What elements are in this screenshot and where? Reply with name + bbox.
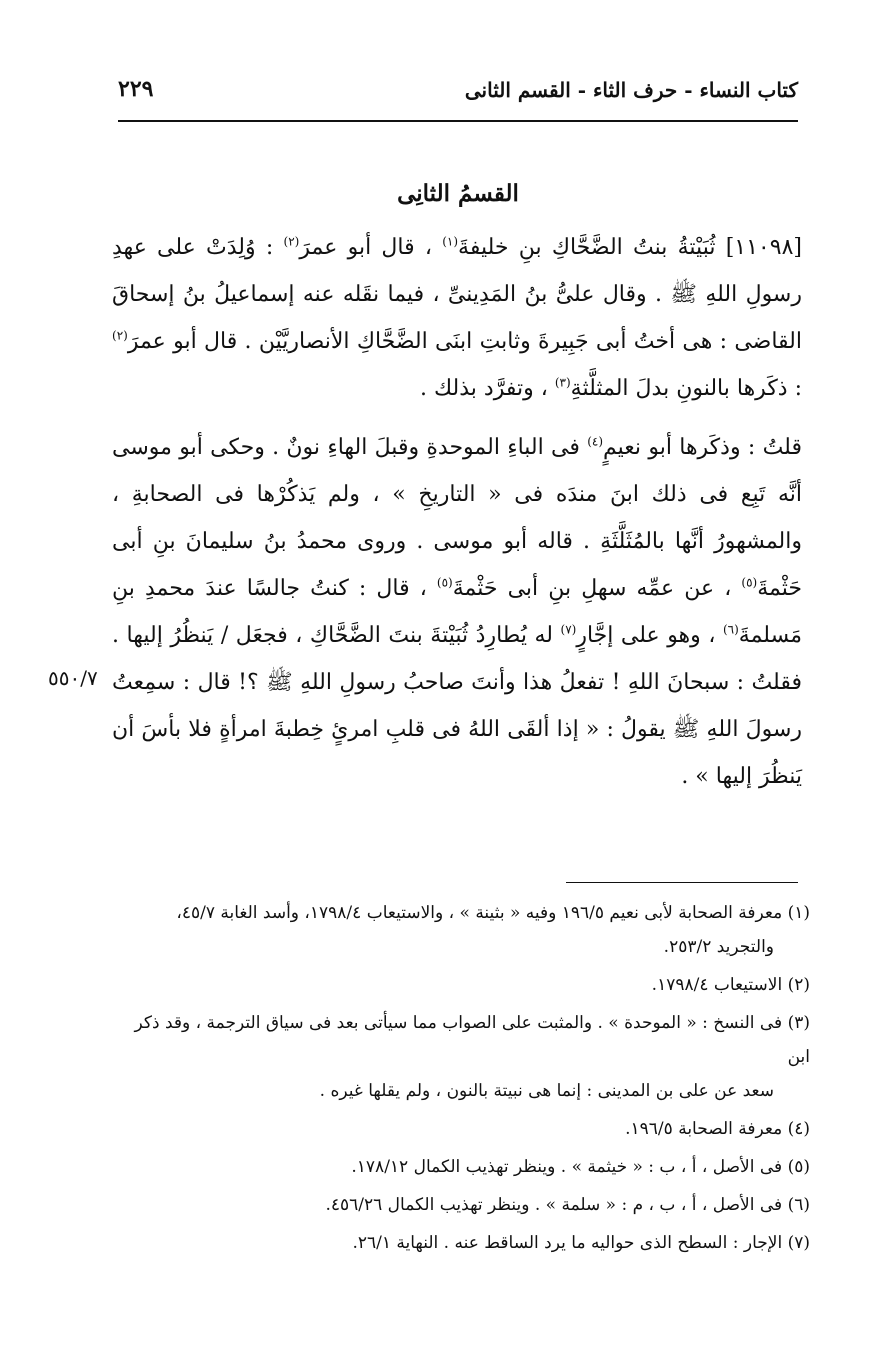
entry-body <box>112 224 802 800</box>
text-run: ، وهو على إجَّارٍ <box>576 623 723 648</box>
footnote-1 <box>112 896 810 964</box>
footnote-rule <box>566 882 798 883</box>
text-run: ، وتفرَّد بذلك . <box>420 376 555 401</box>
footnote-marker[interactable]: (٥) <box>436 575 453 590</box>
footnote-text: (٦) فى الأصل ، أ ، ب ، م : « سلمة » . وينظر تهذيب الكمال ٤٥٦/٢٦. <box>325 1195 810 1215</box>
text-run: [١١٠٩٨] ثُبَيْتةُ بنتُ الضَّحَّاكِ بنِ خليفةَ <box>458 235 802 260</box>
footnote-marker[interactable]: (٢) <box>283 234 300 249</box>
footnote-5 <box>112 1150 810 1184</box>
text-run: فى الباءِ الموحدةِ وقبلَ الهاءِ نونٌ . وحكى أبو موسى أنَّه تَبِع فى ذلك ابنَ مندَه فى « التاريخِ » ، ولم يَذكُرْها فى الصحابةِ ، والمشهورُ أنَّها بالمُثَلَّثَةِ . قاله أبو موسى . وروى محمدُ بنُ سليمانَ بنِ أبى حَثْمةَ <box>112 435 802 601</box>
text-run: له يُطارِدُ ثُبَيْتةَ بنتَ الضَّحَّاكِ ، فجعَل / يَنظُرُ إليها . فقلتُ : سبحانَ اللهِ ! تفعلُ هذا وأنتَ صاحبُ رسولِ اللهِ ﷺ ؟! قال : سمِعتُ رسولَ اللهِ ﷺ يقولُ : « إذا ألقَى اللهُ فى قلبِ امرئٍ خِطبةَ امرأةٍ فلا بأسَ أن يَنظُرَ إليها » . <box>112 623 802 789</box>
footnote-3 <box>112 1006 810 1108</box>
footnote-marker[interactable]: (٥) <box>741 575 758 590</box>
text-run: ، قال : كنتُ جالسًا عندَ محمدِ بنِ مَسلمةَ <box>112 576 802 648</box>
footnote-text: (٥) فى الأصل ، أ ، ب : « خيثمة » . وينظر تهذيب الكمال ١٧٨/١٢. <box>351 1157 810 1177</box>
footnote-marker[interactable]: (٢) <box>112 328 128 343</box>
footnote-text: (٤) معرفة الصحابة ١٩٦/٥. <box>625 1119 810 1139</box>
footnote-4 <box>112 1112 810 1146</box>
footnote-continuation: سعد عن على بن المدينى : إنما هى نبيتة بالنون ، ولم يقلها غيره . <box>319 1081 774 1101</box>
text-run: قلتُ : وذكَرها أبو نعيمٍ <box>603 435 802 460</box>
section-title: القسمُ الثانِى <box>397 180 519 207</box>
page-number: ٢٢٩ <box>118 76 154 102</box>
entry-paragraph-1 <box>112 224 802 412</box>
text-run: : ذكَرها بالنونِ بدلَ المثلَّثةِ <box>570 376 802 401</box>
footnote-6 <box>112 1188 810 1222</box>
footnote-text: (١) معرفة الصحابة لأبى نعيم ١٩٦/٥ وفيه « بثينة » ، والاستيعاب ١٧٩٨/٤، وأسد الغابة ٤٥/٧، <box>176 903 810 923</box>
header-rule <box>118 120 798 122</box>
footnote-marker[interactable]: (٦) <box>722 622 739 637</box>
footnote-7 <box>112 1226 810 1260</box>
footnote-2 <box>112 968 810 1002</box>
margin-volume-reference: ٥٥٠/٧ <box>48 666 98 690</box>
footnote-continuation: والتجريد ٢٥٣/٢. <box>663 937 774 957</box>
footnote-marker[interactable]: (٣) <box>554 375 571 390</box>
footnote-text: (٣) فى النسخ : « الموحدة » . والمثبت على الصواب مما سيأتى بعد فى سياق الترجمة ، وقد ذكر ابن <box>134 1013 810 1067</box>
text-run: ، قال أبو عمرَ <box>299 235 443 260</box>
footnote-text: (٢) الاستيعاب ١٧٩٨/٤. <box>651 975 810 995</box>
footnote-text: (٧) الإجار : السطح الذى حواليه ما يرد الساقط عنه . النهاية ٢٦/١. <box>352 1233 810 1253</box>
running-header <box>118 74 798 114</box>
running-header-title: كتاب النساء - حرف الثاء - القسم الثانى <box>464 78 798 102</box>
footnotes <box>112 896 810 1260</box>
entry-paragraph-2 <box>112 424 802 800</box>
footnote-marker[interactable]: (٧) <box>560 622 577 637</box>
text-run: ، عن عمِّه سهلِ بنِ أبى حَثْمةَ <box>452 576 742 601</box>
footnote-marker[interactable]: (٤) <box>587 434 604 449</box>
footnote-marker[interactable]: (١) <box>442 234 459 249</box>
text-run: : وُلِدَتْ على عهدِ رسولِ اللهِ ﷺ . وقال علىُّ بنُ المَدِينىِّ ، فيما نقَله عنه إسماعيلُ بنُ إسحاقَ القاضى : هى أختُ أبى جَبِيرةَ وثابتِ ابنَى الضَّحَّاكِ الأنصاريَّيْن . قال أبو عمرَ <box>112 235 802 354</box>
